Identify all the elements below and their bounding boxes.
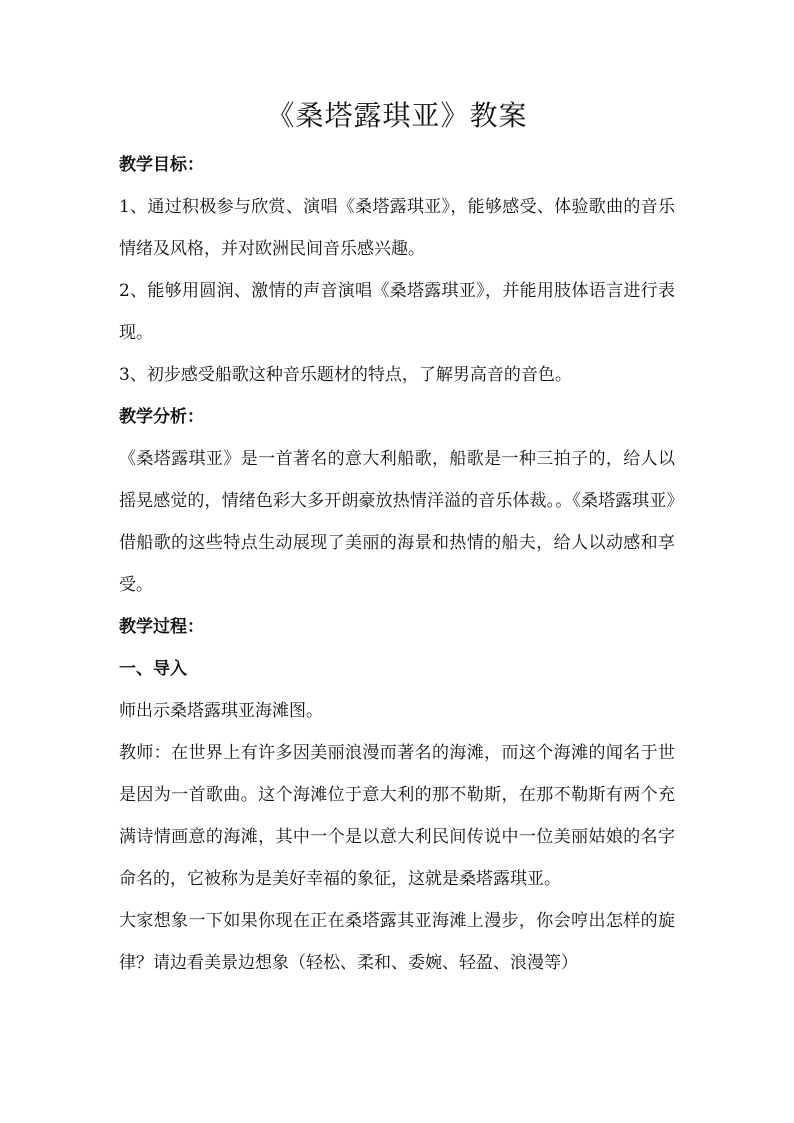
analysis-heading: 教学分析： (119, 407, 204, 427)
intro-paragraph-2: 教师：在世界上有许多因美丽浪漫而著名的海滩，而这个海滩的闻名于世是因为一首歌曲。这个海滩位于意大利的那不勒斯，在那不勒斯有两个充满诗情画意的海滩，其中一个是以意大利民间传说中一位美丽姑娘的名字命名的，它被称为是美好幸福的象征，这就是桑塔露琪亚。 (119, 743, 675, 889)
analysis-paragraph: 《桑塔露琪亚》是一首著名的意大利船歌，船歌是一种三拍子的，给人以摇晃感觉的，情绪色彩大多开朗豪放热情洋溢的音乐体裁。。《桑塔露琪亚》借船歌的这些特点生动展现了美丽的海景和热情的船夫，给人以动感和享受。 (119, 449, 675, 595)
goal-item-2: 2、能够用圆润、激情的声音演唱《桑塔露琪亚》，并能用肢体语言进行表现。 (119, 281, 675, 343)
intro-paragraph-3: 大家想象一下如果你现在正在桑塔露其亚海滩上漫步，你会哼出怎样的旋律？请边看美景边想象（轻松、柔和、委婉、轻盈、浪漫等） (119, 911, 675, 973)
page-title: 《桑塔露琪亚》教案 (266, 99, 528, 132)
goals-heading: 教学目标： (119, 155, 204, 175)
goal-item-3: 3、初步感受船歌这种音乐题材的特点，了解男高音的音色。 (119, 365, 572, 385)
document-page (119, 96, 675, 984)
intro-heading: 一、导入 (119, 659, 187, 679)
goal-item-1: 1、通过积极参与欣赏、演唱《桑塔露琪亚》，能够感受、体验歌曲的音乐情绪及风格，并对欧洲民间音乐感兴趣。 (119, 197, 675, 259)
intro-paragraph-1: 师出示桑塔露琪亚海滩图。 (119, 701, 323, 721)
process-heading: 教学过程： (119, 617, 204, 637)
